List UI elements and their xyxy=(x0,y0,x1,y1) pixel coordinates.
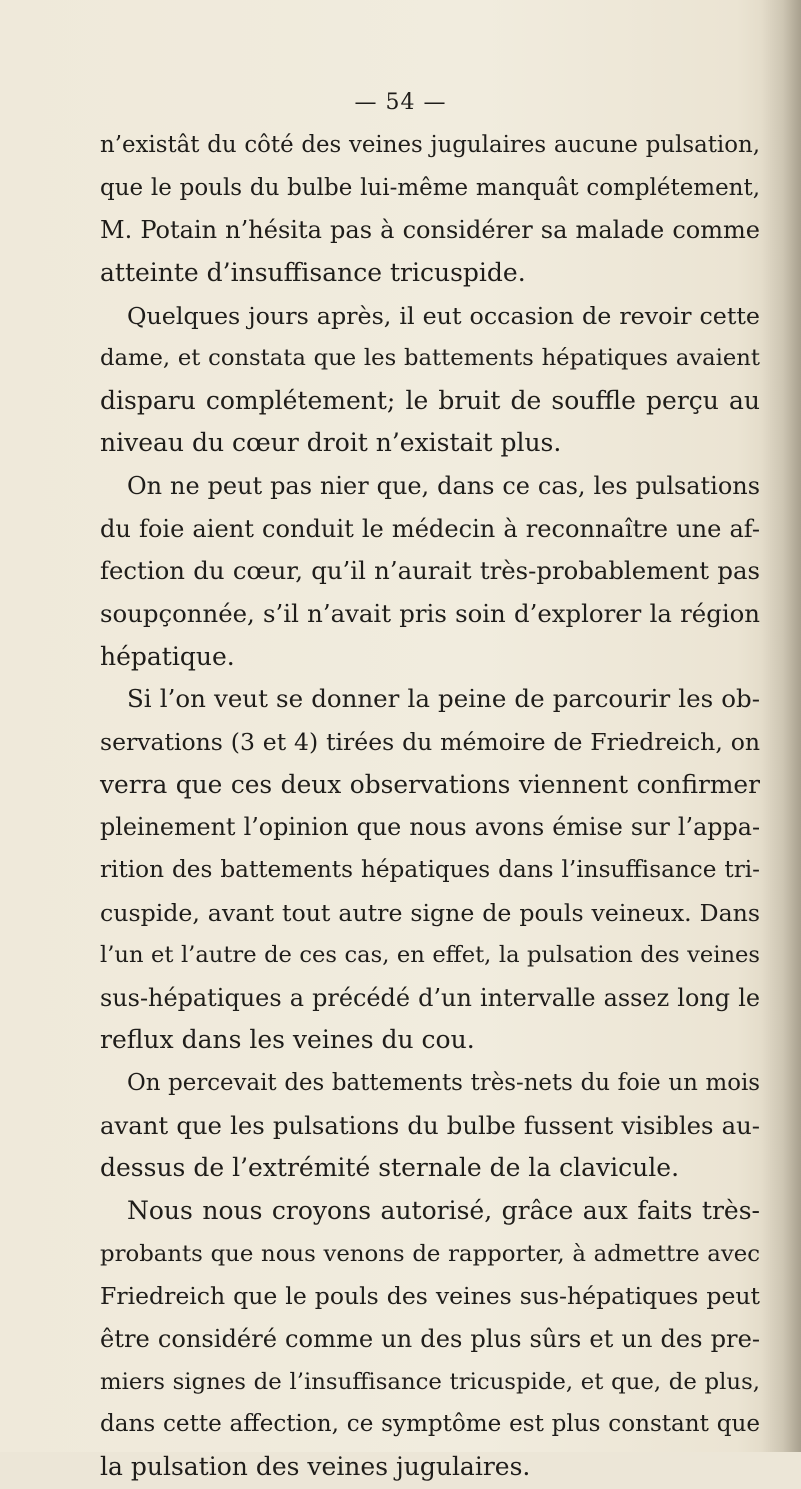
text-line: sus-hépatiques a précédé d’un intervalle assez long le xyxy=(100,983,760,1012)
text-line: pleinement l’opinion que nous avons émise sur l’appa- xyxy=(100,813,760,842)
text-line: On ne peut pas nier que, dans ce cas, les pulsations xyxy=(127,472,760,501)
text-line: reflux dans les veines du cou. xyxy=(100,1025,475,1055)
text-line: verra que ces deux observations viennent confirmer xyxy=(100,769,760,799)
text-line: avant que les pulsations du bulbe fussent visibles au- xyxy=(100,1110,760,1140)
text-line: dans cette affection, ce symptôme est plus constant que xyxy=(100,1411,760,1438)
text-line: Nous nous croyons autorisé, grâce aux faits très- xyxy=(127,1196,760,1226)
text-line: la pulsation des veines jugulaires. xyxy=(100,1451,531,1481)
text-line: miers signes de l’insuffisance tricuspide, et que, de plus, xyxy=(100,1368,760,1395)
text-line: rition des battements hépatiques dans l’insuffisance tri- xyxy=(100,856,760,883)
text-line: Quelques jours après, il eut occasion de revoir cette xyxy=(127,301,760,330)
text-line: servations (3 et 4) tirées du mémoire de Friedreich, on xyxy=(100,727,760,756)
text-line: soupçonnée, s’il n’avait pris soin d’explorer la région xyxy=(100,599,760,629)
text-line: Friedreich que le pouls des veines sus-hépatiques peut xyxy=(100,1282,760,1311)
text-line: être considéré comme un des plus sûrs et un des pre- xyxy=(100,1324,760,1353)
text-line: dame, et constata que les battements hépatiques avaient xyxy=(100,345,760,372)
text-line: que le pouls du bulbe lui-même manquât complétement, xyxy=(100,174,760,201)
body-text xyxy=(100,124,760,1489)
text-line: hépatique. xyxy=(100,641,235,671)
text-line: probants que nous venons de rapporter, à admettre avec xyxy=(100,1240,760,1267)
text-line: Si l’on veut se donner la peine de parcourir les ob- xyxy=(127,684,760,714)
text-line: fection du cœur, qu’il n’aurait très-probablement pas xyxy=(100,556,760,586)
text-line: n’existât du côté des veines jugulaires aucune pulsation, xyxy=(100,132,760,158)
text-line: l’un et l’autre de ces cas, en effet, la pulsation des veines xyxy=(100,942,760,969)
page-edge-shadow xyxy=(761,0,801,1452)
text-line: On percevait des battements très-nets du foie un mois xyxy=(127,1070,760,1097)
text-line: cuspide, avant tout autre signe de pouls veineux. Dans xyxy=(100,898,760,927)
text-line: atteinte d’insuffisance tricuspide. xyxy=(100,257,526,287)
text-line: disparu complétement; le bruit de souffle perçu au xyxy=(100,385,760,415)
text-line: niveau du cœur droit n’existait plus. xyxy=(100,428,562,458)
page-number: — 54 — xyxy=(354,90,447,115)
text-line: M. Potain n’hésita pas à considérer sa malade comme xyxy=(100,216,760,245)
text-line: du foie aient conduit le médecin à reconnaître une af- xyxy=(100,514,760,543)
text-line: dessus de l’extrémité sternale de la clavicule. xyxy=(100,1153,680,1183)
